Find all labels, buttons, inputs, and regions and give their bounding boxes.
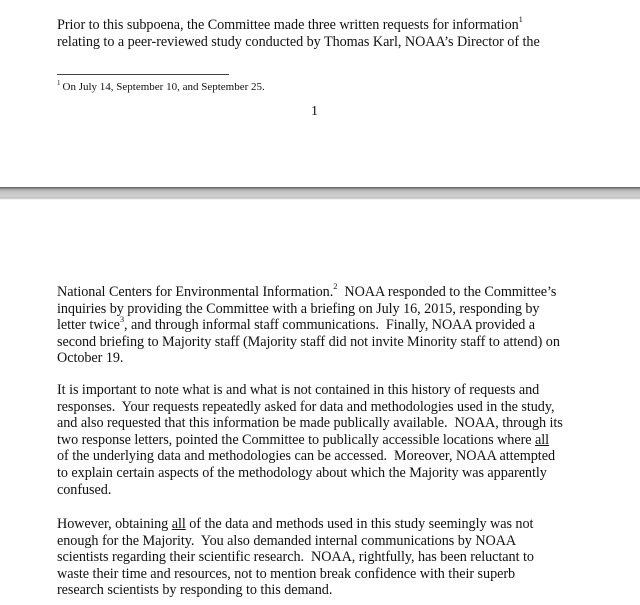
footnote-1 (57, 81, 265, 94)
footnote-text: On July 14, September 10, and September 25. (62, 81, 265, 93)
text-line: two response letters, pointed the Committee to publically accessible locations where all (57, 431, 550, 448)
text-line: inquiries by providing the Committee with a briefing on July 16, 2015, responding by (57, 300, 540, 317)
page-1-body-text (57, 14, 577, 50)
text-line: National Centers for Environmental Information.$^2$ NOAA responded to the Committee’s (57, 281, 557, 300)
text-line: Prior to this subpoena, the Committee made three written requests for information$^1$ (57, 14, 523, 33)
text-line: confused. (57, 481, 112, 498)
text-line: second briefing to Majority staff (Majority staff did not invite Minority staff to attend) on (57, 333, 560, 350)
page-separator (0, 187, 640, 200)
text-line: However, obtaining all of the data and methods used in this study seemingly was not (57, 516, 534, 532)
text-line: letter twice$^3$, and through informal staff communications. Finally, NOAA provided a (57, 314, 536, 334)
text-line: responses. Your requests repeatedly asked for data and methodologies used in the study, (57, 398, 555, 415)
text-line: research scientists by responding to this demand. (57, 582, 333, 599)
text-line: relating to a peer-reviewed study conducted by Thomas Karl, NOAA’s Director of the (57, 33, 540, 50)
text-line: scientists regarding their scientific research. NOAA, rightfully, has been reluctant to (57, 549, 534, 566)
text-line: enough for the Majority. You also demanded internal communications by NOAA (57, 532, 517, 549)
text-line: October 19. (57, 350, 124, 367)
document-page-2 (0, 200, 640, 605)
footnote-reference-2[interactable]: 2 (333, 281, 338, 292)
text-line: of the underlying data and methodologies can be accessed. Moreover, NOAA attempted (57, 448, 555, 465)
paragraph-1 (57, 281, 577, 367)
underlined-emphasis: all (535, 431, 550, 448)
paragraph-2 (57, 382, 577, 498)
footnote-reference-3[interactable]: 3 (119, 314, 125, 325)
text-line: to explain certain aspects of the methodology about which the Majority was apparently (57, 464, 547, 481)
paragraph-3 (57, 516, 577, 599)
text-line: waste their time and resources, not to mention break confidence with their superb (57, 565, 516, 582)
footnote-separator-rule (57, 74, 229, 75)
underlined-emphasis: all (171, 516, 186, 532)
page-number: 1 (311, 104, 318, 119)
footnote-reference-1[interactable]: 1 (518, 14, 523, 25)
text-line: It is important to note what is and what is not contained in this history of requests and (57, 382, 540, 398)
footnote-marker: 1 (57, 79, 61, 88)
text-line: and also requested that this information be made publically available. NOAA, through its (57, 415, 563, 432)
document-page-1 (0, 0, 640, 187)
